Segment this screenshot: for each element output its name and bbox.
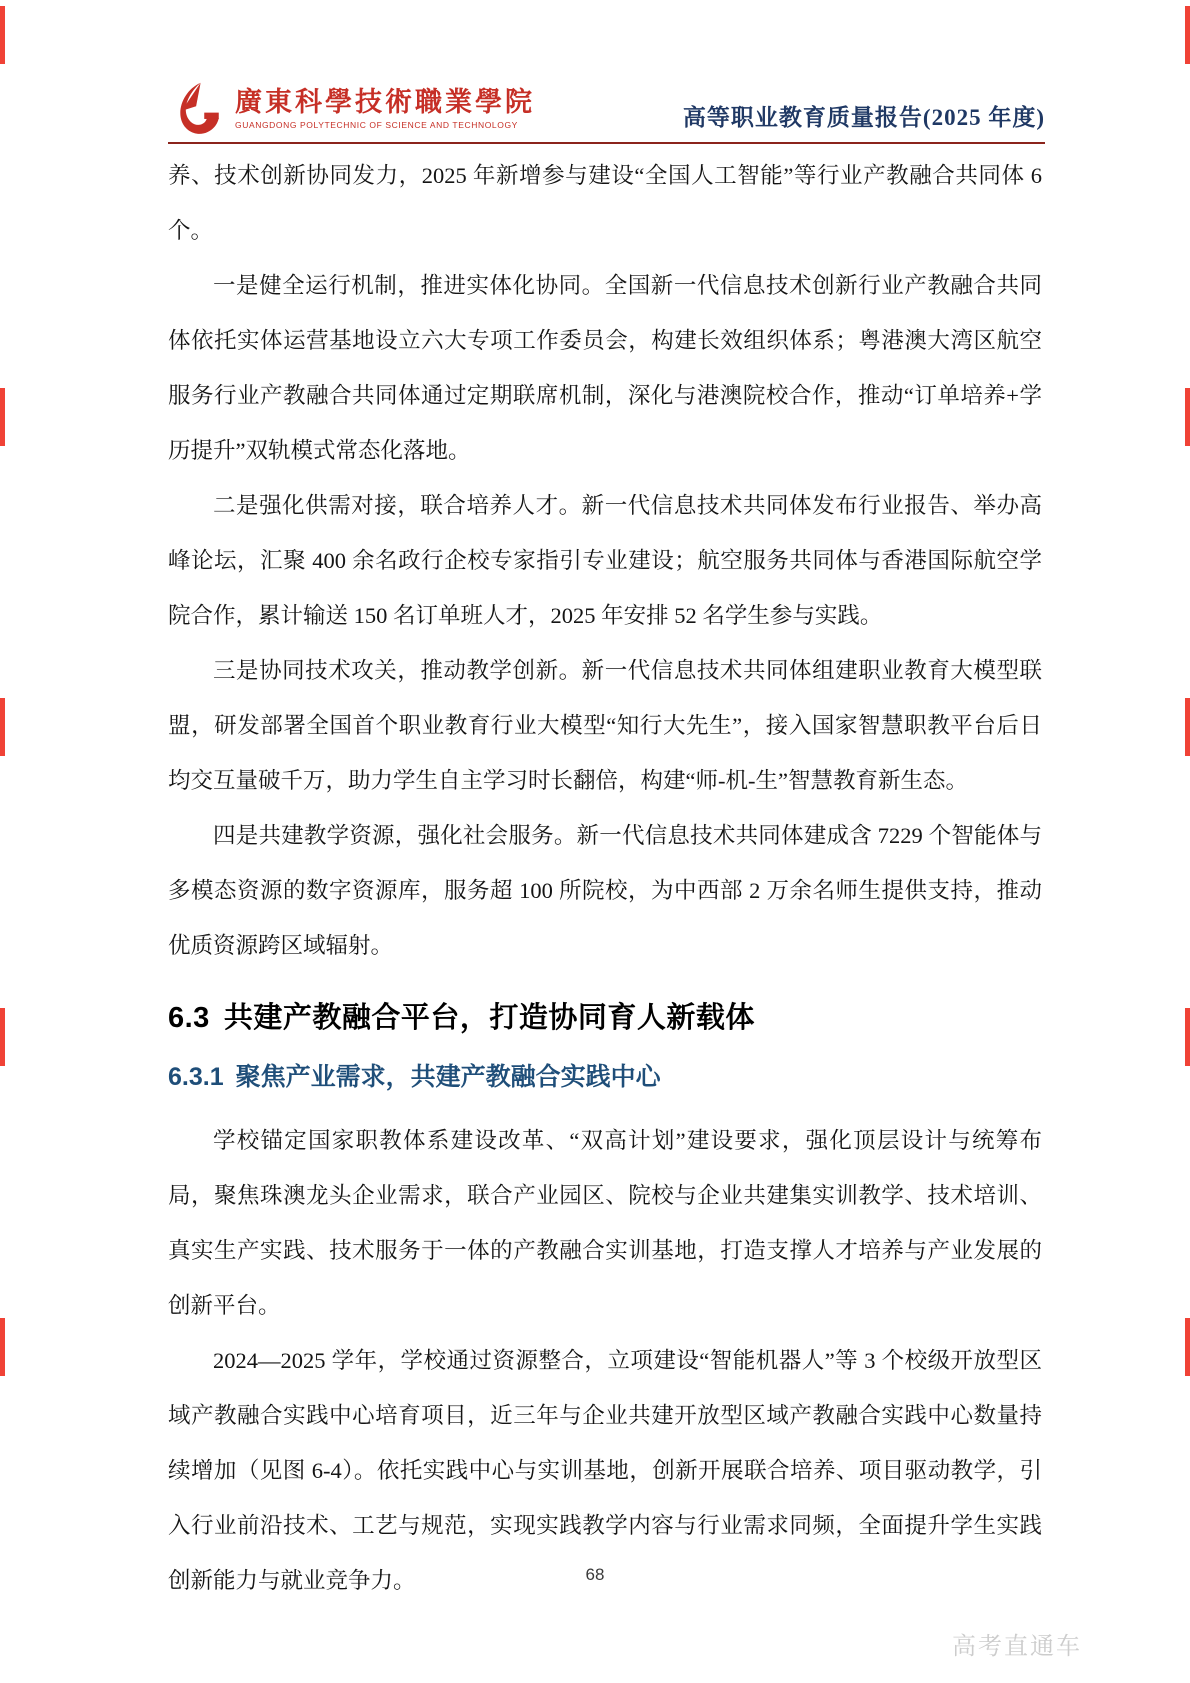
section-heading-6-3 — [168, 987, 1042, 1049]
school-logo-text — [235, 88, 535, 130]
paragraph-point-1: 一是健全运行机制，推进实体化协同。全国新一代信息技术创新行业产教融合共同体依托实体运营基地设立六大专项工作委员会，构建长效组织体系；粤港澳大湾区航空服务行业产教融合共同体通过定期联席机制，深化与港澳院校合作，推动“订单培养+学历提升”双轨模式常态化落地。 — [168, 273, 1042, 463]
page-edge-mark — [0, 6, 5, 64]
page-edge-mark — [1185, 6, 1190, 64]
school-logo — [168, 80, 535, 138]
paragraph-point-4: 四是共建教学资源，强化社会服务。新一代信息技术共同体建成含 7229 个智能体与多模态资源的数字资源库，服务超 100 所院校，为中西部 2 万余名师生提供支持，推动优质资源跨区域辐射。 — [168, 823, 1042, 958]
page-edge-mark — [0, 388, 5, 446]
section-heading-6-3-1 — [168, 1051, 1042, 1103]
school-name-en: GUANGDONG POLYTECHNIC OF SCIENCE AND TECHNOLOGY — [235, 119, 518, 130]
report-title: 高等职业教育质量报告(2025 年度) — [682, 105, 1045, 130]
page-edge-mark — [0, 1008, 5, 1066]
school-name-cn: 廣東科學技術職業學院 — [235, 86, 535, 117]
subsection-title: 聚焦产业需求，共建产教融合实践中心 — [235, 1063, 661, 1091]
document-body — [168, 148, 1042, 1608]
school-logo-icon — [168, 80, 226, 138]
page-edge-mark — [1185, 1318, 1190, 1376]
paragraph-point-3: 三是协同技术攻关，推动教学创新。新一代信息技术共同体组建职业教育大模型联盟，研发部署全国首个职业教育行业大模型“知行大先生”，接入国家智慧职教平台后日均交互量破千万，助力学生自主学习时长翻倍，构建“师-机-生”智慧教育新生态。 — [168, 658, 1042, 793]
paragraph-continuation: 养、技术创新协同发力，2025 年新增参与建设“全国人工智能”等行业产教融合共同体 6 个。 — [168, 163, 1042, 243]
paragraph-academic-year: 2024—2025 学年，学校通过资源整合，立项建设“智能机器人”等 3 个校级开放型区域产教融合实践中心培育项目，近三年与企业共建开放型区域产教融合实践中心数量持续增加（见图 6-4）。依托实践中心与实训基地，创新开展联合培养、项目驱动教学，引入行业前沿技术、工艺与规范，实现实践教学内容与行业需求同频，全面提升学生实践创新能力与就业竞争力。 — [168, 1348, 1042, 1593]
header-divider-line — [168, 142, 1045, 144]
page-header — [168, 66, 1045, 138]
page-edge-mark — [1185, 388, 1190, 446]
paragraph-point-2: 二是强化供需对接，联合培养人才。新一代信息技术共同体发布行业报告、举办高峰论坛，汇聚 400 余名政行企校专家指引专业建设；航空服务共同体与香港国际航空学院合作，累计输送 150 名订单班人才，2025 年安排 52 名学生参与实践。 — [168, 493, 1042, 628]
section-title: 共建产教融合平台，打造协同育人新载体 — [223, 1002, 755, 1034]
page-edge-mark — [1185, 1008, 1190, 1066]
page-number: 68 — [585, 1565, 605, 1584]
section-number: 6.3 — [168, 1002, 210, 1034]
page-edge-mark — [0, 698, 5, 756]
page-edge-mark — [0, 1318, 5, 1376]
subsection-number: 6.3.1 — [168, 1063, 224, 1091]
page-edge-mark — [1185, 698, 1190, 756]
watermark-text: 高考直通车 — [952, 1633, 1082, 1660]
paragraph-overview: 学校锚定国家职教体系建设改革、“双高计划”建设要求，强化顶层设计与统筹布局，聚焦珠澳龙头企业需求，联合产业园区、院校与企业共建集实训教学、技术培训、真实生产实践、技术服务于一体的产教融合实训基地，打造支撑人才培养与产业发展的创新平台。 — [168, 1128, 1042, 1318]
